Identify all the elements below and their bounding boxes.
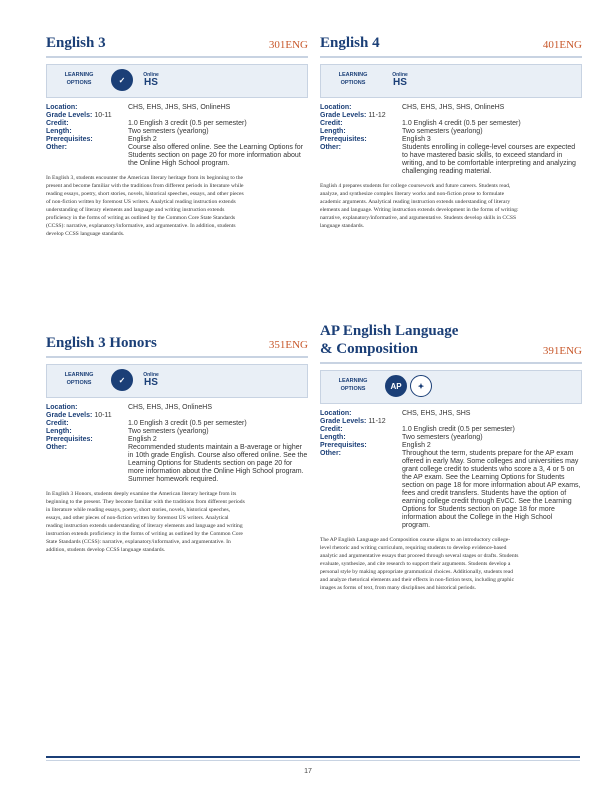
course-details (320, 410, 582, 530)
college-credit-icon: ✦ (410, 375, 432, 397)
course-header (320, 20, 582, 58)
other-value: Students enrolling in college-level courses are expected to have mastered basic skills, to exceed standard in writing, and to be comfortable interpreting and analyzing challenging reading material. (402, 144, 576, 175)
advanced-placement-icon: AP (385, 375, 407, 397)
prerequisites-label: Prerequisites: (46, 136, 93, 143)
credit-label: Credit: (46, 120, 69, 127)
course-code: 351ENG (268, 339, 308, 351)
location-value: CHS, EHS, JHS, OnlineHS (128, 404, 213, 411)
length-value: Two semesters (yearlong) (128, 128, 209, 135)
other-value: Recommended students maintain a B-average or higher in 10th grade English. Course also offered online. See the Learning Options for Students section on page 20 for more information about the Online High School program. Summer homework required. (128, 444, 308, 483)
course-english-3 (46, 20, 308, 238)
grade-levels-label: Grade Levels: (320, 418, 367, 425)
course-title-line2: & Composition (320, 341, 418, 357)
location-value: CHS, EHS, JHS, SHS, OnlineHS (402, 104, 505, 111)
grade-levels-value: 11-12 (368, 112, 386, 119)
course-details (46, 104, 308, 168)
left-column-lower (46, 320, 308, 720)
credit-label: Credit: (46, 420, 69, 427)
grade-levels-value: 10-11 (94, 412, 112, 419)
course-header (320, 318, 582, 364)
learning-options-box (320, 370, 582, 404)
length-value: Two semesters (yearlong) (402, 128, 483, 135)
location-label: Location: (46, 104, 78, 111)
left-column (46, 20, 308, 350)
learning-options-box (46, 364, 308, 398)
location-label: Location: (46, 404, 78, 411)
course-details (320, 104, 582, 176)
course-title: English 4 (320, 35, 380, 51)
other-label: Other: (46, 444, 67, 451)
course-description: In English 3, students encounter the American literary heritage from its beginning to the present and become familiar with the traditions from different periods in literature while reading essays, poetry, short stories, novels, historical speeches, essays, and other pieces of non-fiction written by foremost US writers. Analytical reading instruction extends understanding of literary elements and language and writing instruction extends proficiency in the forms of writing as outlined by the Common Core State Standards (CCSS): narrative, explanatory/informative, and argumentative. In addition, students develop CCSS language standards. (46, 175, 244, 237)
course-english-4 (320, 20, 582, 230)
online-hs-logo: Online HS (143, 371, 159, 388)
credit-value: 1.0 English 3 credit (0.5 per semester) (128, 420, 247, 427)
course-title (320, 322, 458, 358)
other-label: Other: (46, 144, 67, 151)
other-value: Course also offered online. See the Learning Options for Students section on page 20 for more information about the Online High School program. (128, 144, 303, 167)
prerequisites-value: English 2 (128, 436, 157, 443)
prerequisites-value: English 3 (402, 136, 431, 143)
length-value: Two semesters (yearlong) (128, 428, 209, 435)
learning-options-icons (111, 69, 166, 91)
prerequisites-label: Prerequisites: (46, 436, 93, 443)
course-code: 301ENG (268, 39, 308, 51)
length-value: Two semesters (yearlong) (402, 434, 483, 441)
course-description: In English 3 Honors, students deeply examine the American literary heritage from its beginning to the present. They become familiar with the traditions from different periods in literature while reading essays, poetry, short stories, novels, historical speeches, essays, and other pieces of non-fiction written by foremost US writers. Analytical reading instruction extends understanding of literary elements and language and writing instruction extends proficiency in the forms of writing as outlined by the Common Core State Standards (CCSS): narrative, explanatory/informative, and argumentative. In addition, students develop CCSS language standards. (46, 491, 245, 553)
course-title: English 3 (46, 35, 106, 51)
learning-options-label: LEARNING OPTIONS (338, 72, 368, 86)
location-label: Location: (320, 410, 352, 417)
learning-options-box (320, 64, 582, 98)
grade-levels-value: 11-12 (368, 418, 386, 425)
grade-levels-label: Grade Levels: (46, 112, 93, 119)
right-column-lower (320, 318, 582, 748)
learning-options-icons (385, 375, 432, 397)
course-code: 391ENG (542, 345, 582, 357)
learning-options-box (46, 64, 308, 98)
online-hs-logo: Online HS (143, 71, 159, 88)
credit-value: 1.0 English 3 credit (0.5 per semester) (128, 120, 247, 127)
right-column (320, 20, 582, 320)
credit-label: Credit: (320, 426, 343, 433)
course-ap-english-language (320, 318, 582, 592)
length-label: Length: (320, 128, 346, 135)
length-label: Length: (320, 434, 346, 441)
grade-levels-label: Grade Levels: (320, 112, 367, 119)
grade-levels-label: Grade Levels: (46, 412, 93, 419)
location-label: Location: (320, 104, 352, 111)
other-label: Other: (320, 450, 341, 457)
footer-rule (46, 756, 580, 758)
prerequisites-value: English 2 (128, 136, 157, 143)
page-number: 17 (304, 768, 312, 775)
online-learning-icon: ✓ (111, 69, 133, 91)
length-label: Length: (46, 128, 72, 135)
course-title: English 3 Honors (46, 335, 157, 351)
learning-options-label: LEARNING OPTIONS (64, 372, 94, 386)
credit-value: 1.0 English 4 credit (0.5 per semester) (402, 120, 521, 127)
course-description: English 4 prepares students for college coursework and future careers. Students read, analyze, and synthesize complex literary works and non-fiction prose to formulate academic arguments. Analytical reading instruction extends understanding of literary elements and language. Writing instruction extends development in the forms of writing: narrative, explanatory/informative, and argumentative. Students develop skills in CCSS language standards. (320, 183, 519, 229)
footer-rule-thin (46, 760, 580, 761)
learning-options-icons (111, 369, 166, 391)
course-english-3-honors (46, 320, 308, 554)
course-code: 401ENG (542, 39, 582, 51)
prerequisites-label: Prerequisites: (320, 442, 367, 449)
course-details (46, 404, 308, 484)
online-learning-icon: ✓ (111, 369, 133, 391)
learning-options-label: LEARNING OPTIONS (338, 378, 368, 392)
course-title-line1: AP English Language (320, 323, 459, 339)
credit-label: Credit: (320, 120, 343, 127)
course-header (46, 320, 308, 358)
course-header (46, 20, 308, 58)
prerequisites-label: Prerequisites: (320, 136, 367, 143)
length-label: Length: (46, 428, 72, 435)
learning-options-icons (385, 69, 415, 91)
online-hs-logo: Online HS (392, 71, 408, 88)
location-value: CHS, EHS, JHS, SHS (402, 410, 471, 417)
location-value: CHS, EHS, JHS, SHS, OnlineHS (128, 104, 231, 111)
course-description: The AP English Language and Composition course aligns to an introductory college-level rhetoric and writing curriculum, requiring students to develop evidence-based analytic and argumentative essays that proceed through several stages or drafts. Students evaluate, synthesize, and cite research to support their arguments. Students develop a personal style by making appropriate grammatical choices. Additionally, students read and analyze rhetorical elements and their effects in non-fiction texts, including graphic images as forms of text, from many disciplines and historical periods. (320, 537, 519, 591)
other-label: Other: (320, 144, 341, 151)
grade-levels-value: 10-11 (94, 112, 112, 119)
credit-value: 1.0 English credit (0.5 per semester) (402, 426, 515, 433)
other-value: Throughout the term, students prepare for the AP exam offered in early May. Some colleges and universities may grant college credit to students who score a 3, 4 or 5 on the AP exam. See the Learning Options for Students section on page 18 for more information about AP exams, fees and credit transfers. Students have the option of earning college credit through EvCC. See the Learning Options for Students section on page 18 for more information about the College in the High School program. (402, 450, 581, 529)
prerequisites-value: English 2 (402, 442, 431, 449)
learning-options-label: LEARNING OPTIONS (64, 72, 94, 86)
